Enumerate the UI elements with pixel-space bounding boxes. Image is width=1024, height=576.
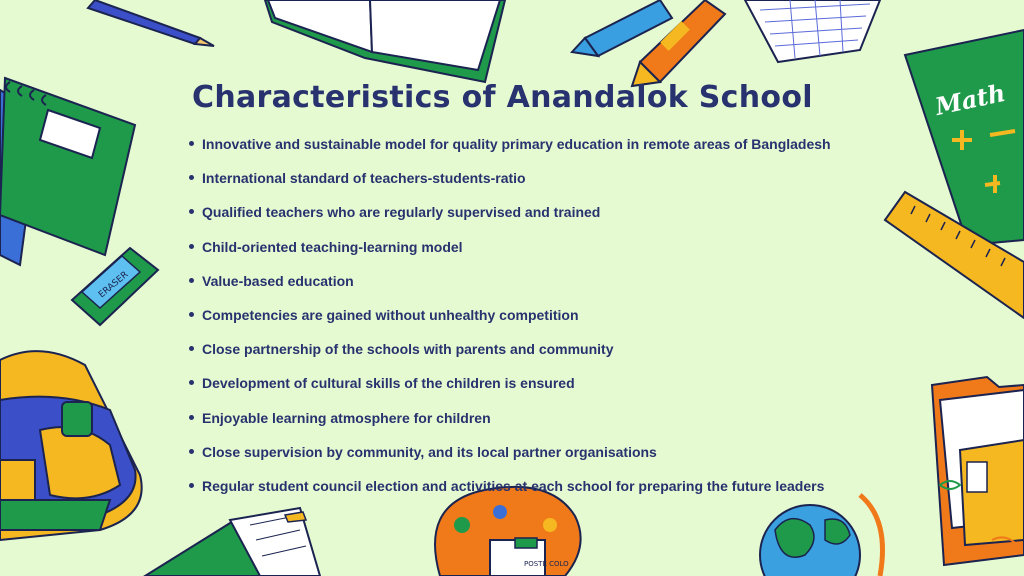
folder-icon — [932, 377, 1024, 565]
list-item — [188, 406, 888, 440]
pencil-icon — [88, 0, 214, 46]
list-item-text: Child-oriented teaching-learning model — [202, 238, 463, 255]
bullet-icon — [189, 415, 194, 420]
list-item-text: Enjoyable learning atmosphere for children — [202, 409, 491, 426]
bullet-icon — [189, 449, 194, 454]
bullet-icon — [189, 380, 194, 385]
list-item — [188, 166, 888, 200]
list-item-text: Regular student council election and activities at each school for preparing the future leaders — [202, 477, 825, 494]
bullet-icon — [189, 346, 194, 351]
list-item-text: Close partnership of the schools with parents and community — [202, 341, 614, 358]
list-item — [188, 269, 888, 303]
bullet-icon — [189, 312, 194, 317]
list-item — [188, 474, 888, 508]
graph-paper-icon — [745, 0, 880, 62]
list-item-text: Development of cultural skills of the children is ensured — [202, 375, 575, 392]
bullet-icon — [189, 175, 194, 180]
list-item — [188, 200, 888, 234]
list-item-text: International standard of teachers-students-ratio — [202, 170, 526, 187]
characteristics-list — [188, 132, 888, 508]
bullet-icon — [189, 483, 194, 488]
list-item — [188, 303, 888, 337]
book-stack-icon — [145, 508, 320, 576]
list-item-text: Value-based education — [202, 272, 354, 289]
bullet-icon — [189, 278, 194, 283]
list-item-text: Innovative and sustainable model for quality primary education in remote areas of Bangladesh — [202, 136, 831, 152]
backpack-icon — [0, 351, 142, 540]
list-item — [188, 371, 888, 405]
list-item — [188, 132, 888, 166]
list-item — [188, 235, 888, 269]
notebook-icon — [0, 78, 135, 265]
bullet-icon — [189, 141, 194, 146]
page-title: Characteristics of Anandalok School — [192, 80, 813, 115]
math-book-label: Math — [932, 77, 1008, 121]
paint-label: POSTE COLO — [524, 560, 569, 568]
eraser-label: ERASER — [96, 269, 131, 301]
bullet-icon — [189, 209, 194, 214]
open-book-icon — [265, 0, 505, 82]
list-item-text: Qualified teachers who are regularly supervised and trained — [202, 204, 601, 221]
list-item-text: Close supervision by community, and its local partner organisations — [202, 443, 657, 460]
bullet-icon — [189, 244, 194, 249]
eraser-icon — [72, 248, 158, 325]
list-item-text: Competencies are gained without unhealthy competition — [202, 306, 579, 323]
list-item — [188, 337, 888, 371]
list-item — [188, 440, 888, 474]
